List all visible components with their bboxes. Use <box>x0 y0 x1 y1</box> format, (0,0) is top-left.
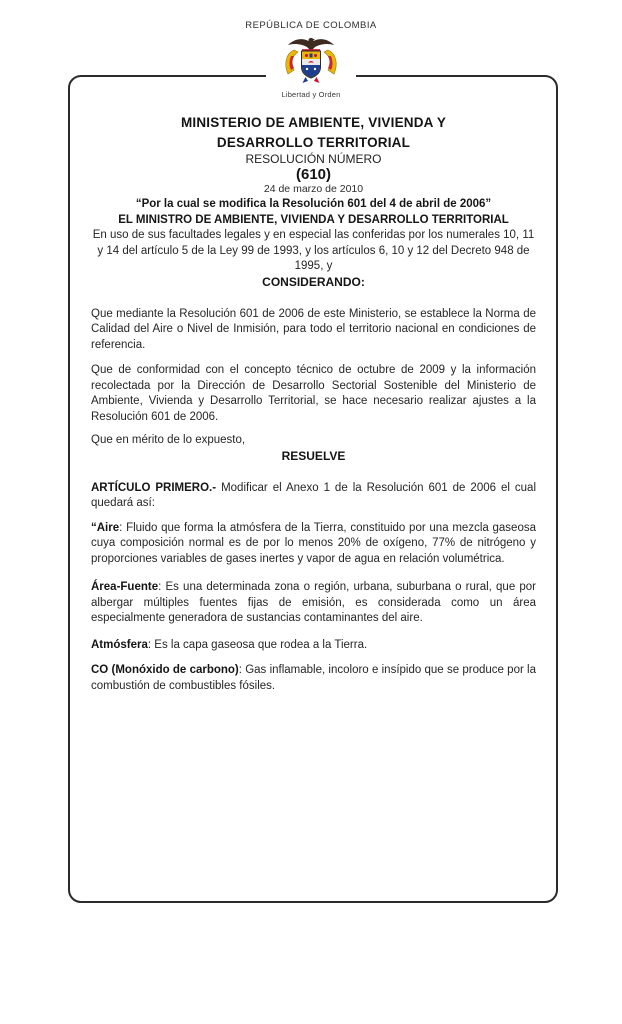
emblem-holder <box>266 34 356 86</box>
consideration-paragraph-3: Que en mérito de lo expuesto, <box>91 434 246 446</box>
consideration-paragraph-1: Que mediante la Resolución 601 de 2006 de este Ministerio, se establece la Norma de Calidad del Aire o Nivel de Inmisión, para todo el territorio nacional en condiciones de referencia. <box>91 307 536 351</box>
definition-aire-text: : Fluido que forma la atmósfera de la Tierra, constituido por una mezcla gaseosa cuya composición normal es de por lo menos 20% de oxígeno, 77% de nitrógeno y proporciones variables de gases inertes y vapor de agua en relación volumétrica. <box>91 521 536 565</box>
article-primero-text: Modificar el Anexo 1 de la Resolución 601 de 2006 el cual quedará así: <box>91 481 536 509</box>
definition-area-fuente <box>91 580 536 627</box>
definition-area-fuente-term: Área-Fuente <box>91 581 159 593</box>
definition-atmosfera-text: : Es la capa gaseosa que rodea a la Tierra. <box>147 638 368 651</box>
article-primero-paragraph <box>91 481 536 512</box>
document-border-box <box>68 75 558 903</box>
considerando-heading: CONSIDERANDO: <box>262 274 365 289</box>
definition-area-fuente-text: : Es una determinada zona o región, urbana, suburbana o rural, que por albergar múltiples fuentes fijas de emisión, es considerada como un área especialmente generadora de sustancias contaminantes del aire. <box>91 581 536 624</box>
national-crest-header <box>0 21 622 98</box>
republic-label: REPÚBLICA DE COLOMBIA <box>245 20 377 31</box>
colombia-coat-of-arms-icon <box>282 34 340 86</box>
subject-line: “Por la cual se modifica la Resolución 601 del 4 de abril de 2006” <box>135 198 492 210</box>
resolution-label: RESOLUCIÓN NÚMERO <box>245 152 382 166</box>
resolution-date: 24 de marzo de 2010 <box>263 183 364 195</box>
ministry-title-line2: DESARROLLO TERRITORIAL <box>216 134 411 150</box>
consideration-paragraph-2: Que de conformidad con el concepto técnico de octubre de 2009 y la información recolectada por la Dirección de Desarrollo Sectorial Sostenible del Ministerio de Ambiente, Vivienda y Desarrollo Territorial, se hace necesario realizar ajustes a la Resolución 601 de 2006. <box>91 364 536 423</box>
definition-atmosfera <box>91 638 536 654</box>
definition-co-text: : Gas inflamable, incoloro e insípido que se produce por la combustión de combustibles fósiles. <box>91 664 536 692</box>
resolution-number: (610) <box>295 166 332 183</box>
definition-atmosfera-term: Atmósfera <box>91 638 148 651</box>
article-primero-lead: ARTÍCULO PRIMERO.- <box>91 481 217 494</box>
motto-label: Libertad y Orden <box>281 89 341 99</box>
definition-aire <box>91 521 536 568</box>
authority-line: EL MINISTRO DE AMBIENTE, VIVIENDA Y DESARROLLO TERRITORIAL <box>118 214 509 226</box>
definition-co-term: CO (Monóxido de carbono) <box>91 664 239 676</box>
definition-co <box>91 663 536 694</box>
ministry-title-line1: MINISTERIO DE AMBIENTE, VIVIENDA Y <box>180 115 447 130</box>
ministry-title <box>91 113 536 152</box>
resuelve-heading: RESUELVE <box>281 448 346 463</box>
definition-aire-term: “Aire <box>91 521 120 534</box>
preamble-text: En uso de sus facultades legales y en especial las conferidas por los numerales 10, 11 y 14 del artículo 5 de la Ley 99 de 1993, y los artículos 6, 10 y 12 del Decreto 948 de 1995, y <box>92 229 535 272</box>
